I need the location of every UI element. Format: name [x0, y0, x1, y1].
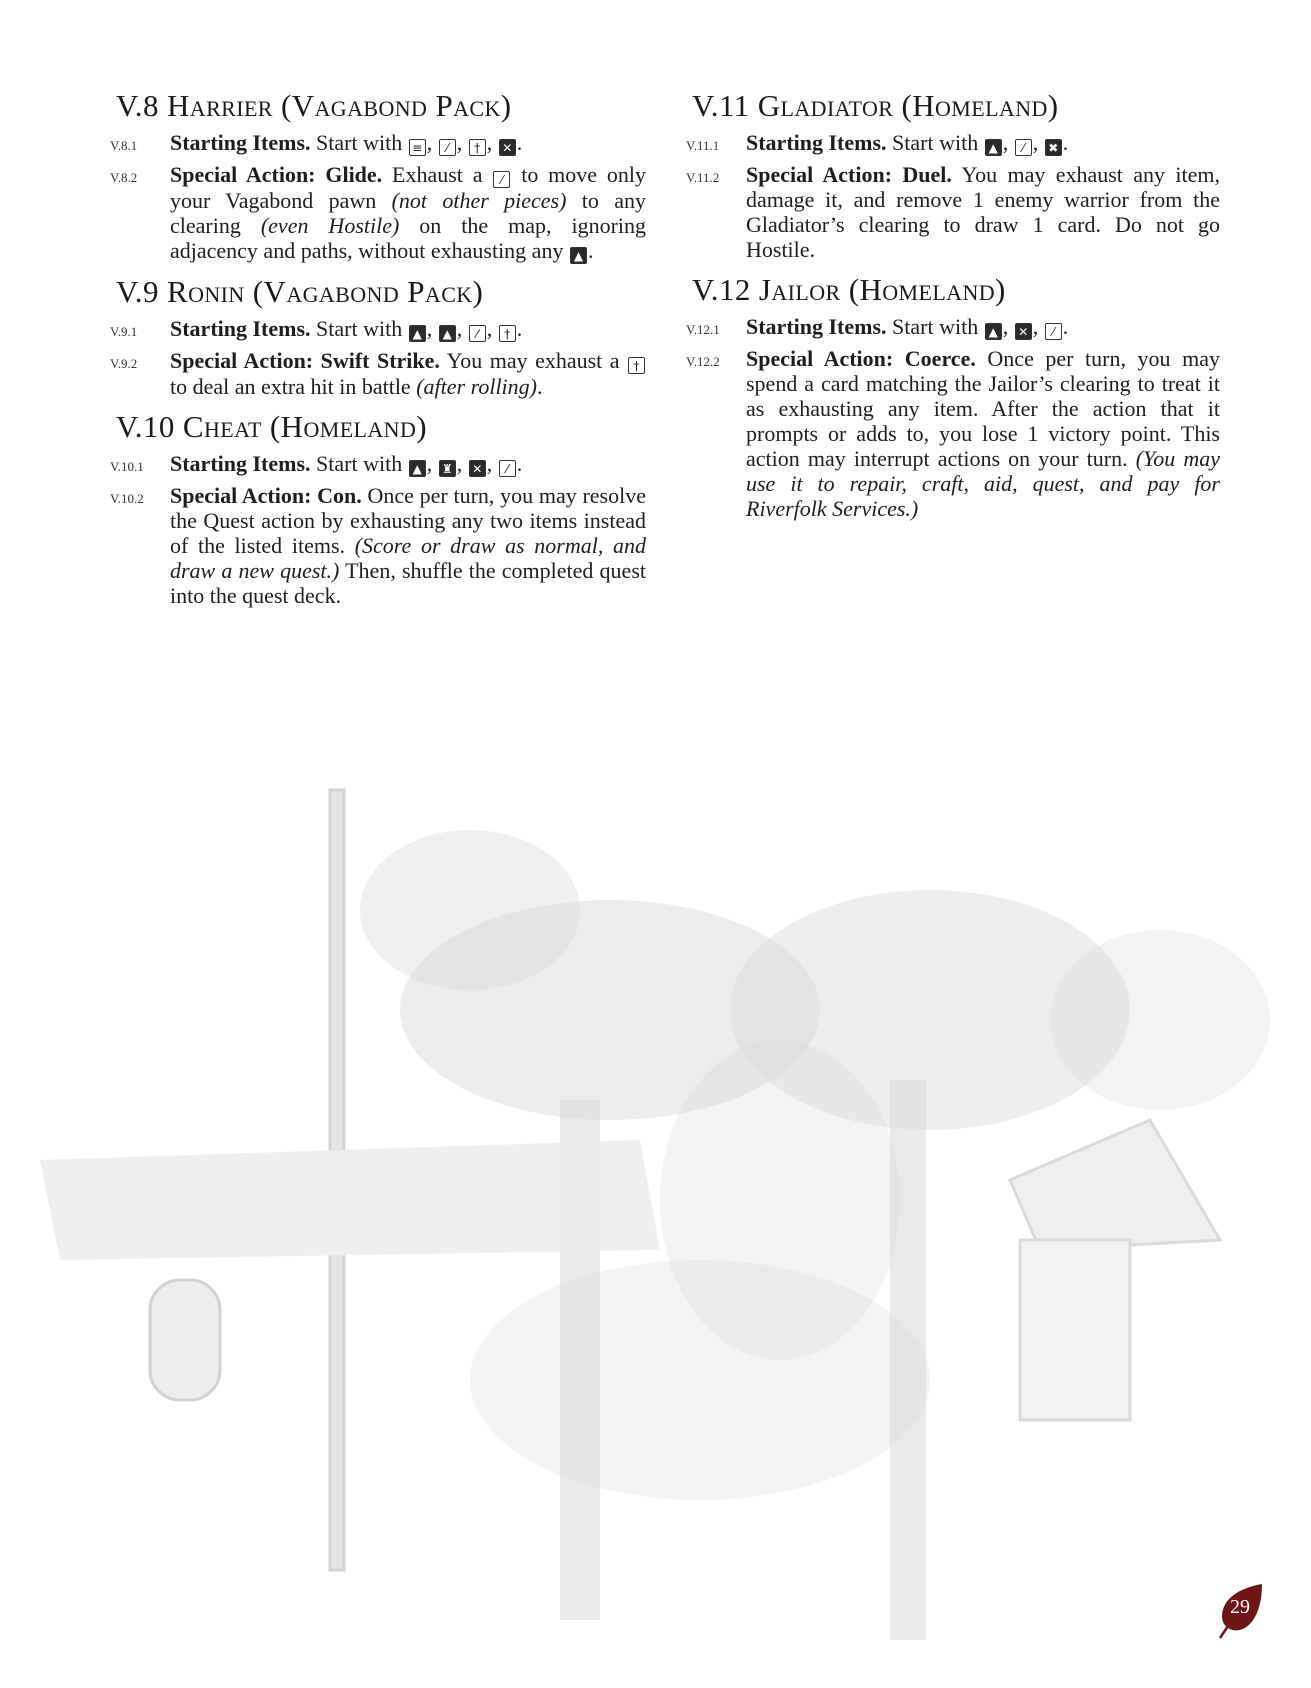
rule-text: Start with: [316, 451, 403, 476]
rule-lead: Special Action: Glide.: [170, 162, 383, 187]
crossbow-icon: ✕: [1015, 323, 1032, 340]
rule-text: to move only your Vagabond pawn: [170, 162, 646, 213]
rule-starting-items: V.12.1 Starting Items. Start with ▲ , ✕ , ⁄ .: [692, 314, 1220, 340]
rule-lead: Starting Items.: [170, 451, 311, 476]
section-jailor: [686, 270, 1221, 521]
background-illustration: [0, 780, 1311, 1688]
rule-special-action: [686, 346, 1221, 521]
section-title: V.11 Gladiator (Homeland): [692, 88, 1059, 123]
rule-italic: (even Hostile): [260, 213, 400, 238]
page-number-badge: [1218, 1582, 1266, 1640]
rule-text: Exhaust a: [392, 162, 483, 187]
rule-text: to any clearing: [170, 188, 647, 238]
rule-text: Once per turn, you may resolve the Quest action by exhausting any two items instead of the listed items.: [170, 483, 646, 558]
rule-special-action: V.9.2 Special Action: Swift Strike. You may exhaust a † to deal an extra hit in battle (after rolling).: [116, 348, 646, 399]
tea-icon: ♜: [439, 460, 456, 477]
section-title: V.10 Cheat (Homeland): [116, 409, 427, 444]
section-title: V.12 Jailor (Homeland): [692, 272, 1006, 307]
rule-italic: (not other pieces): [391, 188, 567, 213]
boot-icon: ▲: [985, 323, 1002, 340]
rule-lead: Special Action: Swift Strike.: [170, 348, 440, 373]
rule-starting-items: V.8.1 Starting Items. Start with ≡ , ⁄ , † , ✕ .: [116, 130, 646, 156]
torch-icon: ⁄: [469, 325, 486, 342]
section-gladiator: [686, 86, 1220, 262]
rule-number: V.11.1: [686, 138, 720, 153]
rule-text: Start with: [892, 314, 979, 339]
rule-lead: Starting Items.: [170, 316, 311, 341]
page-number: 29: [1230, 1596, 1250, 1618]
rule-number: V.8.1: [110, 138, 138, 153]
rule-lead: Starting Items.: [170, 130, 311, 155]
rule-starting-items: V.11.1 Starting Items. Start with ▲ , ⁄ , ✖ .: [692, 130, 1220, 156]
boot-icon: ▲: [439, 325, 456, 342]
rule-text: Then, shuffle the completed quest into the quest deck.: [170, 558, 646, 608]
rule-text: Start with: [316, 316, 403, 341]
rule-lead: Special Action: Coerce.: [746, 346, 976, 371]
boot-icon: ▲: [409, 460, 426, 477]
right-column: [686, 86, 1221, 529]
left-column: [110, 86, 647, 616]
section-harrier: [110, 86, 647, 264]
rule-starting-items: V.10.1 Starting Items. Start with ▲ , ♜ , ✕ , ⁄ .: [116, 451, 646, 477]
coins-icon: ≡: [409, 139, 426, 156]
rule-number: V.8.2: [110, 170, 138, 185]
rule-number: V.12.1: [686, 322, 720, 337]
torch-icon: ⁄: [1015, 139, 1032, 156]
rule-number: V.11.2: [686, 170, 720, 185]
crossbow-icon: ✕: [499, 139, 516, 156]
boot-icon: ▲: [409, 325, 426, 342]
rule-text: to deal an extra hit in battle: [170, 374, 411, 399]
rule-starting-items: V.9.1 Starting Items. Start with ▲ , ▲ , ⁄ , † .: [116, 316, 646, 342]
rule-text: Once per turn, you may spend a card matching the Jailor’s clearing to treat it as exhausting any item. After the action that it prompts or adds to, you lose 1 victory point. This action may interrupt actions on your turn.: [746, 346, 1221, 471]
boot-icon: ▲: [985, 139, 1002, 156]
rule-text: on the map, ignoring adjacency and paths, without exhausting any: [170, 213, 647, 263]
torch-icon: ⁄: [499, 460, 516, 477]
rule-text: Start with: [892, 130, 979, 155]
sword-icon: †: [628, 357, 645, 374]
rule-number: V.10.1: [110, 459, 144, 474]
rule-number: V.10.2: [110, 491, 144, 506]
rule-special-action: V.8.2 Special Action: Glide. Exhaust a ⁄ to move only your Vagabond pawn (not other pieces) to any clearing (even Hostile) on the map, ignoring adjacency and paths, without exhausting any ▲ .: [110, 162, 647, 263]
section-title: V.9 Ronin (Vagabond Pack): [116, 274, 484, 309]
rule-number: V.12.2: [686, 354, 720, 369]
rule-number: V.9.2: [110, 356, 138, 371]
section-title: V.8 Harrier (Vagabond Pack): [116, 88, 512, 123]
rule-italic: (after rolling): [416, 374, 537, 399]
rule-special-action: [686, 162, 1220, 262]
rule-number: V.9.1: [110, 324, 138, 339]
section-cheat: [110, 407, 647, 608]
sword-icon: †: [469, 139, 486, 156]
torch-icon: ⁄: [439, 139, 456, 156]
rule-special-action: [110, 483, 647, 608]
rule-italic: (You may use it to repair, craft, aid, quest, and pay for Riverfolk Services.): [746, 446, 1221, 521]
boot-icon: ▲: [570, 247, 587, 264]
torch-icon: ⁄: [1045, 323, 1062, 340]
rule-lead: Special Action: Duel.: [746, 162, 952, 187]
hammer-icon: ✖: [1045, 139, 1062, 156]
rule-lead: Starting Items.: [746, 314, 887, 339]
rule-lead: Special Action: Con.: [170, 483, 362, 508]
rule-lead: Starting Items.: [746, 130, 887, 155]
torch-icon: ⁄: [493, 171, 510, 188]
section-ronin: [110, 272, 646, 399]
sword-icon: †: [499, 325, 516, 342]
rule-text: Start with: [316, 130, 403, 155]
crossbow-icon: ✕: [469, 460, 486, 477]
rule-text: You may exhaust any item, damage it, and remove 1 enemy warrior from the Gladiator’s clearing to draw 1 card. Do not go Hostile.: [746, 162, 1220, 262]
rule-text: You may exhaust a: [446, 348, 620, 373]
rule-italic: (Score or draw as normal, and draw a new quest.): [170, 533, 647, 583]
